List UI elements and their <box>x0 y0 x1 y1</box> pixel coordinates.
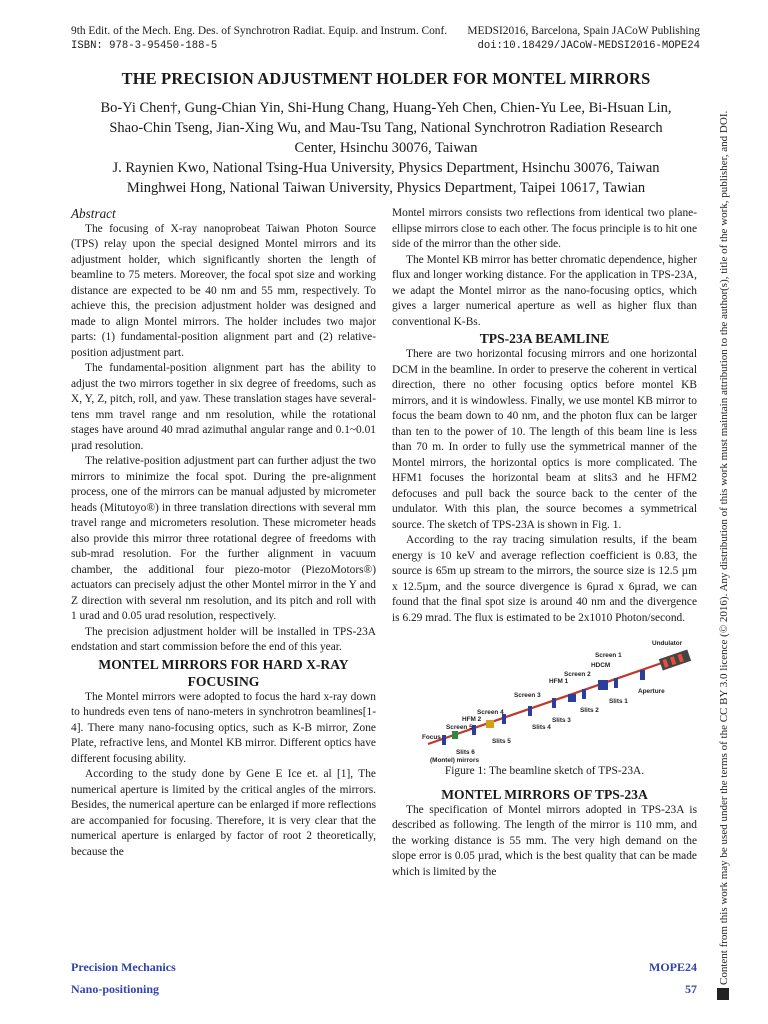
body-paragraph: Montel mirrors consists two reflections from identical two plane-ellipse mirrors close to each other. The focus principle is to hit one side of the mirror than the other side. <box>392 207 697 250</box>
slits-label: Slits 5 <box>492 738 511 745</box>
abstract-heading: Abstract <box>71 206 116 221</box>
hdcm-icon <box>598 680 608 690</box>
paper-code: MOPE24 <box>649 960 697 974</box>
screen-label: Screen 4 <box>477 709 504 716</box>
section-heading: TPS-23A BEAMLINE <box>479 331 610 346</box>
focus-label: Focus <box>422 734 441 741</box>
abstract-paragraph: The precision adjustment holder will be installed in TPS-23A endstation and start commission before the end of this year. <box>71 625 376 653</box>
hfm-icon <box>568 694 576 702</box>
montel-mirror-icon <box>452 731 458 739</box>
author-line: J. Raynien Kwo, National Tsing-Hua University, Physics Department, Hsinchu 30076, Taiwan <box>112 160 660 176</box>
body-paragraph: According to the study done by Gene E Ice et. al [1], The numerical aperture is limited by the critical angles of the mirrors. Besides, the numerical aperture can be enlarged if more reflections are accompanied for focusing. Therefore, it is very clear that the numerical aperture is enlarged by factor of root 2 theoretically, because the <box>71 768 376 858</box>
undulator-icon <box>659 649 691 670</box>
hdcm-label: HDCM <box>591 662 611 669</box>
author-line: Bo-Yi Chen†, Gung-Chian Yin, Shi-Hung Chang, Huang-Yeh Chen, Chien-Yu Lee, Bi-Hsuan Lin, <box>100 100 672 116</box>
screen-icon <box>528 706 532 716</box>
body-paragraph: The specification of Montel mirrors adopted in TPS-23A is described as following. The length of the mirror is 110 mm, and the working distance is 55 mm. The very high demand on the slope error is 0.05 µrad, which is the best quality that can be made which is limited by the <box>392 803 697 878</box>
abstract-paragraph: The focusing of X-ray nanoprobeat Taiwan Photon Source (TPS) relay upon the special designed Montel mirrors and its adjustment holder, which significantly shorten the length of beamline to 75 meters. Moreover, the focal spot size and working distance are expected to be 40 nm and 55 mm, respectively. To achieve this, the precision adjustment holder was designed and made to align Montel mirrors. The holder includes two major parts: (1) fundamental-position alignment part and (2) relative-position adjustment part. <box>71 222 376 359</box>
body-paragraph: The Montel mirrors were adopted to focus the hard x-ray down to hundreds even tens of nano-meters in synchrotron beamlines[1-4]. There many nano-focusing optics, such as K-B mirror, Zone Plate, refractive lens, and Montel KB mirror. Different optics have different focusing ability. <box>71 690 376 765</box>
slits-label: Slits 6 <box>456 749 475 756</box>
figure-caption: Figure 1: The beamline sketch of TPS-23A. <box>444 765 645 777</box>
body-paragraph: The Montel KB mirror has better chromatic dependence, higher flux and longer working distance. For the application in TPS-23A, we adapt the Montel mirror as the nano-focusing optics, which gives a larger numerical aperture as well as higher flux than conventional K-Bs. <box>392 253 697 328</box>
author-line: Minghwei Hong, National Taiwan University, Physics Department, Taipei 10617, Tawian <box>126 180 646 196</box>
author-line: Shao-Chin Tseng, Jian-Xing Wu, and Mau-Tsu Tang, National Synchrotron Radiation Research <box>109 120 663 136</box>
aperture-icon <box>640 670 645 680</box>
body-paragraph: There are two horizontal focusing mirrors and one horizontal DCM in the beamline. In order to preserve the coherent in vertical direction, there no other focusing optics before montel KB mirrors, and it is windowless. Finally, we use montel KB mirror to focus the beam down to 40 nm, and the photon flux can be larger than ten to the power of 10. The length of this beam line is less than 70 m. In order to fully use the symmetrical manner of the Montel mirrors, the horizontal optics is more complicated. The HFM1 focuses the horizontal beam at slits3 and he HFM2 defocuses and pull back the source back to the center of the undulator. With this plan, the source becomes a symmetrical source. The sketch of TPS-23A is shown in Fig. 1. <box>392 348 697 531</box>
paper-title: THE PRECISION ADJUSTMENT HOLDER FOR MONTEL MIRRORS <box>121 69 651 88</box>
screen-label: Screen 2 <box>564 671 591 678</box>
screen-label: Screen 5 <box>446 724 473 731</box>
slits-label: Slits 4 <box>532 724 551 731</box>
slits-label: Slits 1 <box>609 698 628 705</box>
montel-label: (Montel) mirrors <box>430 757 479 764</box>
slits-label: Slits 3 <box>552 717 571 724</box>
author-list <box>71 98 701 198</box>
beamline-figure <box>392 636 697 764</box>
conference-venue: MEDSI2016, Barcelona, Spain JACoW Publishing <box>467 25 700 37</box>
left-column <box>71 206 376 860</box>
page-number: 57 <box>685 982 697 996</box>
hfm-label: HFM 2 <box>462 716 482 723</box>
isbn: ISBN: 978-3-95450-188-5 <box>71 40 218 52</box>
conference-header: 9th Edit. of the Mech. Eng. Des. of Synchrotron Radiat. Equip. and Instrum. Conf. <box>71 25 448 37</box>
doi: doi:10.18429/JACoW-MEDSI2016-MOPE24 <box>477 40 700 52</box>
slits-icon <box>614 678 618 688</box>
cc-logo-icon <box>717 988 729 1000</box>
abstract-paragraph: The fundamental-position alignment part has the ability to adjust the two mirrors together in six degree of freedoms, such as X, Y, Z, pitch, roll, and yaw. These translation stages have several-tens mm travel range and nm resolution, while the rotational stages have around 40 mrad azimuthal angular range and 0.1~0.01 µrad resolution. <box>71 362 376 452</box>
screen-label: Screen 3 <box>514 692 541 699</box>
slits-label: Slits 2 <box>580 707 599 714</box>
footer-subcategory: Nano-positioning <box>71 982 160 996</box>
license-text: Content from this work may be used under the terms of the CC BY 3.0 licence (© 2016). Any distribution of this work must maintain attribution to the author(s), title of the work, publisher, and DOI. <box>717 40 730 1000</box>
slits-icon <box>582 689 586 699</box>
license-sidebar <box>701 40 730 1004</box>
footer-category: Precision Mechanics <box>71 960 176 974</box>
screen-label: Screen 1 <box>595 652 622 659</box>
slits-icon <box>552 698 556 708</box>
body-paragraph: According to the ray tracing simulation results, if the beam energy is 10 keV and average reflection coefficient is 0.83, the source is 65m up stream to the mirrors, the source size is 12.5 µm x 12.5µm, and the source divergence is 6µrad x 6µrad, we can found that the final spot size is around 40 nm and the divergence is 6.29 mrad. The flux is estimated to be 2x1010 Photon/second. <box>392 534 697 624</box>
aperture-label: Aperture <box>638 688 665 695</box>
slits-icon <box>442 735 446 745</box>
section-heading: MONTEL MIRRORS FOR HARD X-RAY FOCUSING <box>98 656 349 689</box>
hfm-label: HFM 1 <box>549 678 569 685</box>
right-column <box>392 206 697 880</box>
abstract-paragraph: The relative-position adjustment part can further adjust the two mirrors to minimize the focal spot. During the pre-alignment process, one of the mirrors can be manual adjusted by micrometer heads (Mitutoyo®) in three translation directions with several mm travel range and micrometers resolution. These micrometer heads also provide this mirror three rotational degree of freedoms with sub-mrad resolution. For the further alignment in vacuum chamber, the additional four piezo-motor (PiezoMotors®) actuators can precisely adjust the other Montel mirror in the Y and Z direction with several nm resolution, and its pitch and roll with 1 urad and 0.05 urad resolution, respectively. <box>71 455 376 622</box>
hfm-icon <box>486 720 494 728</box>
section-heading: MONTEL MIRRORS OF TPS-23A <box>441 786 648 802</box>
author-line: Center, Hsinchu 30076, Taiwan <box>294 140 478 156</box>
undulator-label: Undulator <box>652 640 683 647</box>
beamline-sketch <box>392 636 697 764</box>
